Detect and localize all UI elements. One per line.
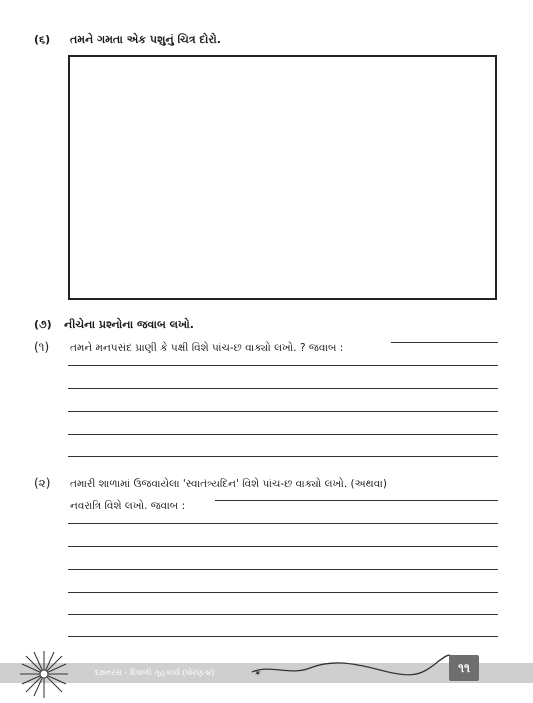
footer-text: દક્ષનરસ - દિવાળી ગૃહકાર્ય (ધોરણ-૪) <box>95 668 215 677</box>
answer-line[interactable] <box>68 434 498 435</box>
subquestion-1-text: તમને મનપસંદ પ્રાણી કે પક્ષી વિશે પાંચ-છ વાક્યો લખો. ? જવાબ : <box>70 342 344 354</box>
question-7-number: (૭) <box>34 318 52 331</box>
answer-line[interactable] <box>68 546 498 547</box>
answer-line[interactable] <box>68 365 498 366</box>
subquestion-2-number: (૨) <box>34 476 51 490</box>
answer-line[interactable] <box>68 592 498 593</box>
subquestion-2-text-line1: તમારી શાળામાં ઉજવાયેલા 'સ્વાતંત્ર્યદિન' વિશે પાંચ-છ વાક્યો લખો. (અથવા) <box>70 478 387 490</box>
subquestion-2-text-line2: નવરાત્રિ વિશે લખો. જવાબ : <box>70 500 186 512</box>
answer-line[interactable] <box>68 569 498 570</box>
answer-line[interactable] <box>391 342 498 343</box>
firecracker-burst-icon <box>18 648 70 700</box>
answer-line[interactable] <box>215 500 498 501</box>
question-7-title: નીચેના પ્રશ્નોના જવાબ લખો. <box>64 318 194 331</box>
question-6-title: તમને ગમતા એક પશુનું ચિત્ર દોરો. <box>70 33 221 46</box>
answer-line[interactable] <box>68 456 498 457</box>
drawing-box[interactable] <box>68 55 497 300</box>
svg-text:✶: ✶ <box>254 669 262 679</box>
question-6-number: (૬) <box>34 33 51 46</box>
answer-line[interactable] <box>68 411 498 412</box>
subquestion-1-number: (૧) <box>34 340 50 354</box>
answer-line[interactable] <box>68 614 498 615</box>
page-number-badge: ૧૧ <box>449 655 479 681</box>
answer-line[interactable] <box>68 636 498 637</box>
answer-line[interactable] <box>68 388 498 389</box>
answer-line[interactable] <box>68 523 498 524</box>
fuse-wire-icon <box>250 650 455 682</box>
